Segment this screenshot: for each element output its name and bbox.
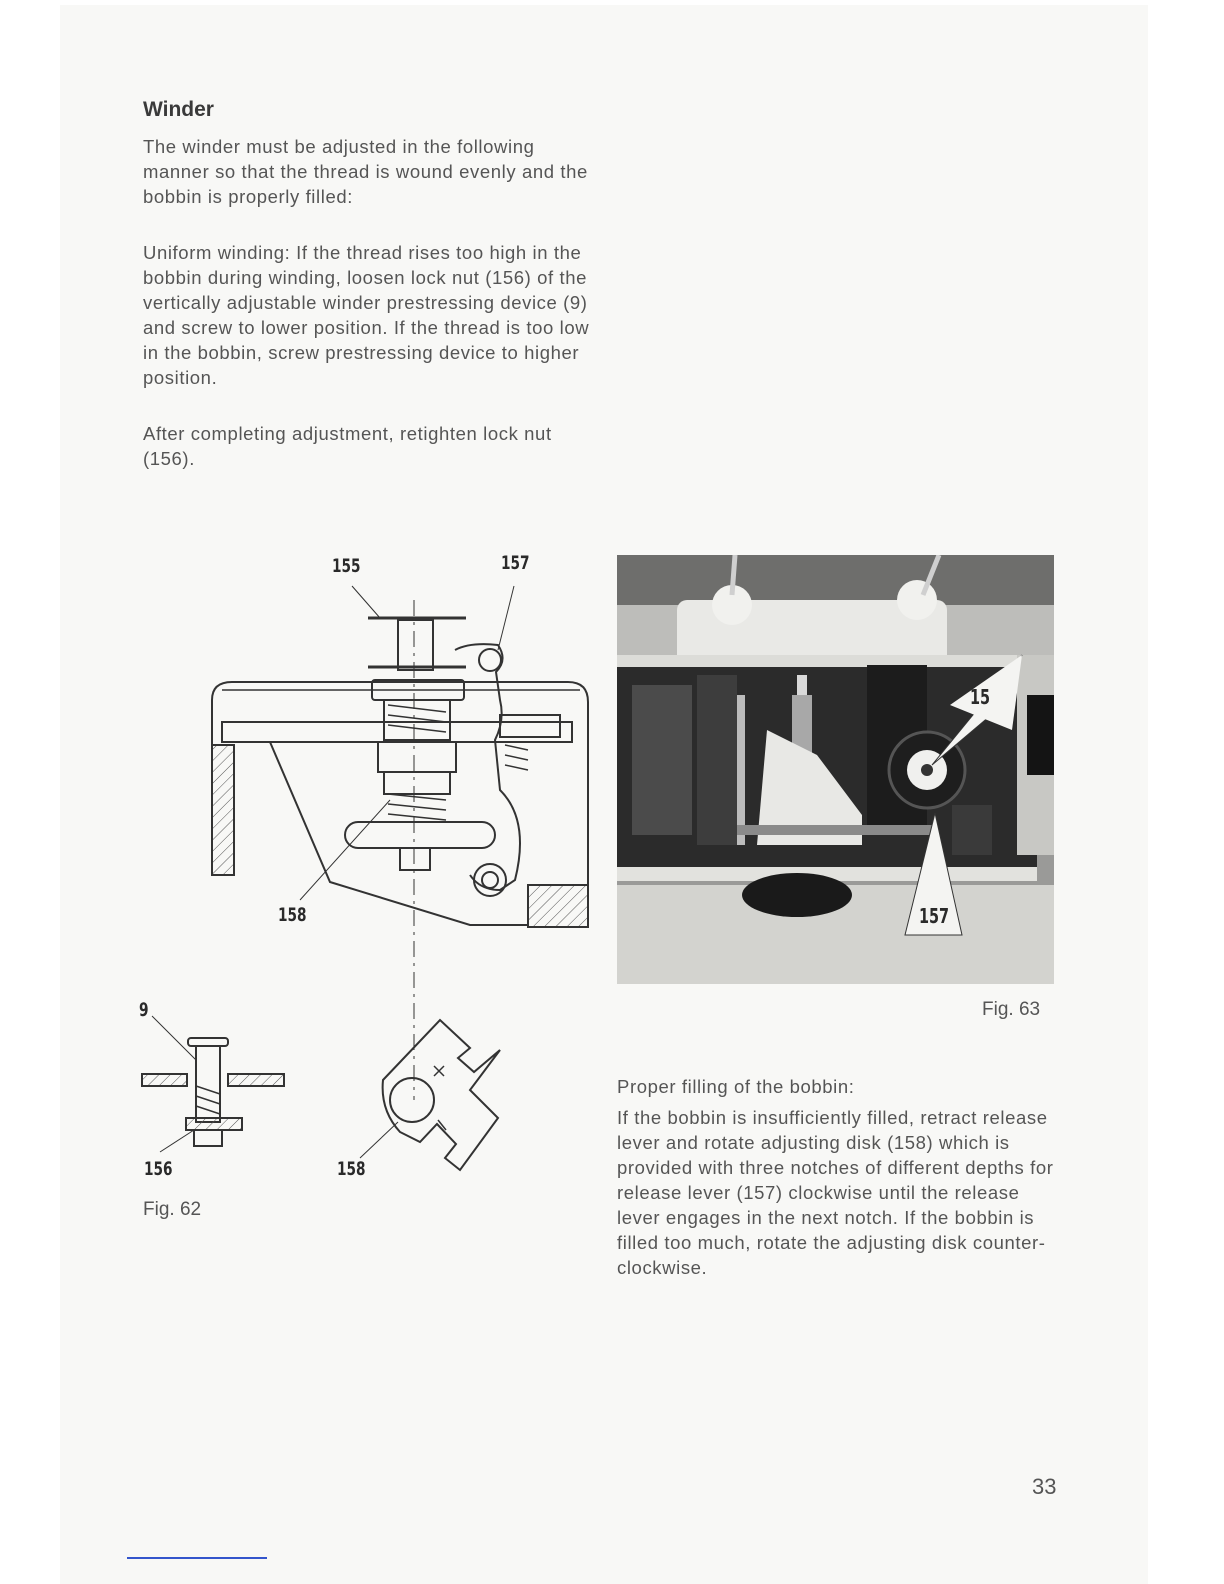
fig63-photo [617,555,1054,984]
callout-157: 157 [501,552,530,574]
callout-15: 15 [970,685,991,709]
uniform-winding-paragraph: Uniform winding: If the thread rises too high in the bobbin during winding, loosen lock nut (156) of the vertically adjustable winder prestressing device (9) and screw to lower position. If the thread is too low in the bobbin, screw prestressing device to higher position. [143,242,590,388]
proper-filling-paragraph: If the bobbin is insufficiently filled, retract release lever and rotate adjusting disk (158) which is provided with three notches of different depths for release lever (157) clockwise until the release lever engages in the next notch. If the bobbin is filled too much, rotate the adjusting disk counter-clockwise. [617,1107,1054,1278]
retighten-paragraph: After completing adjustment, retighten lock nut (156). [143,423,552,469]
proper-filling-heading: Proper filling of the bobbin: [617,1076,855,1097]
page-number: 33 [1032,1474,1057,1499]
fig63-caption: Fig. 63 [982,999,1041,1020]
callout-155: 155 [332,555,361,577]
footer-rule [127,1557,267,1559]
callout-9: 9 [139,999,149,1021]
fig62-caption: Fig. 62 [143,1199,202,1220]
callout-157-photo: 157 [919,904,950,928]
callout-158-top: 158 [278,904,307,926]
callout-156: 156 [144,1158,173,1180]
callout-158-bottom: 158 [337,1158,366,1180]
intro-paragraph: The winder must be adjusted in the following manner so that the thread is wound evenly and the bobbin is properly filled: [143,136,588,207]
section-title: Winder [143,98,214,121]
